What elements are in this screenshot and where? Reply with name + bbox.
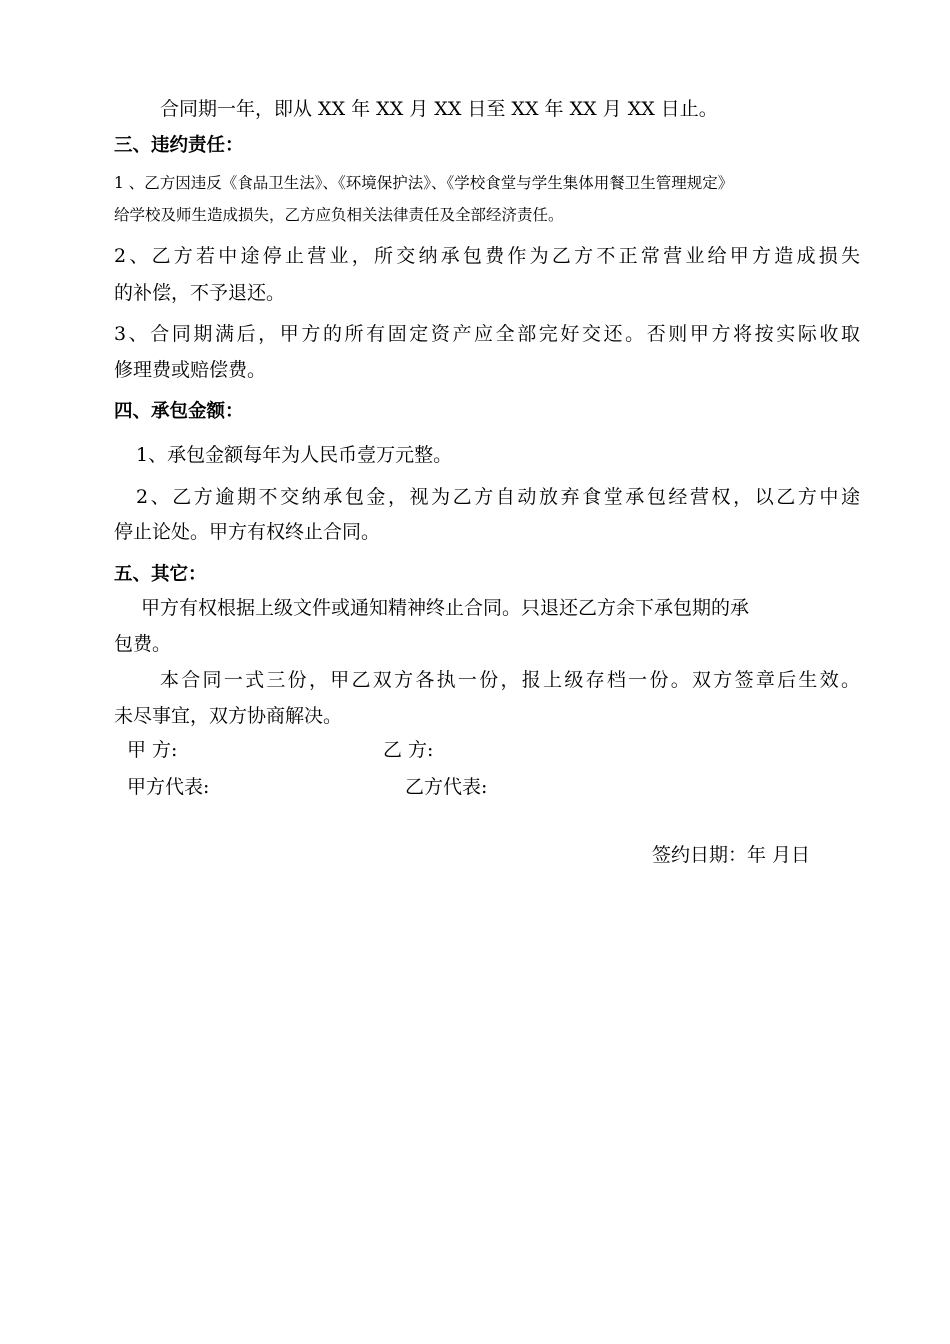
party-a-label: 甲 方:: [127, 739, 178, 761]
section-5-para-2-line-2: 未尽事宜，双方协商解决。: [114, 705, 343, 727]
section-4-item-2-line-1: 2、乙方逾期不交纳承包金，视为乙方自动放弃食堂承包经营权，以乙方中途: [136, 486, 860, 508]
section-3-heading: 三、违约责任：: [114, 135, 244, 156]
party-b-representative-label: 乙方代表:: [405, 776, 488, 798]
section-4-item-2-line-2: 停止论处。甲方有权终止合同。: [114, 521, 381, 543]
signing-date: 签约日期：年 月日: [652, 844, 811, 866]
section-3-item-3-line-1: 3、合同期满后，甲方的所有固定资产应全部完好交还。否则甲方将按实际收取: [114, 323, 860, 345]
section-4-heading: 四、承包金额：: [114, 401, 244, 422]
section-5-para-1-line-1: 甲方有权根据上级文件或通知精神终止合同。只退还乙方余下承包期的承: [141, 597, 750, 619]
section-3-item-2-line-1: 2、乙方若中途停止营业，所交纳承包费作为乙方不正常营业给甲方造成损失: [114, 245, 860, 267]
section-4-item-1: 1、承包金额每年为人民币壹万元整。: [136, 444, 453, 466]
party-b-label: 乙 方:: [383, 739, 434, 761]
section-5-heading: 五、其它：: [114, 564, 207, 585]
section-5-para-1-line-2: 包费。: [114, 633, 172, 655]
section-3-item-1-line-2: 给学校及师生造成损失，乙方应负相关法律责任及全部经济责任。: [114, 206, 564, 224]
section-3-item-3-line-2: 修理费或赔偿费。: [114, 359, 267, 381]
section-5-para-2-line-1: 本合同一式三份，甲乙双方各执一份，报上级存档一份。双方签章后生效。: [160, 669, 860, 691]
section-3-item-2-line-2: 的补偿，不予退还。: [114, 282, 286, 304]
section-3-item-1-line-1: 1 、乙方因违反《食品卫生法》、《环境保护法》、《学校食堂与学生集体用餐卫生管理规定》: [114, 174, 734, 192]
party-a-representative-label: 甲方代表:: [127, 776, 210, 798]
contract-term: 合同期一年，即从 XX 年 XX 月 XX 日至 XX 年 XX 月 XX 日止。: [160, 98, 718, 120]
